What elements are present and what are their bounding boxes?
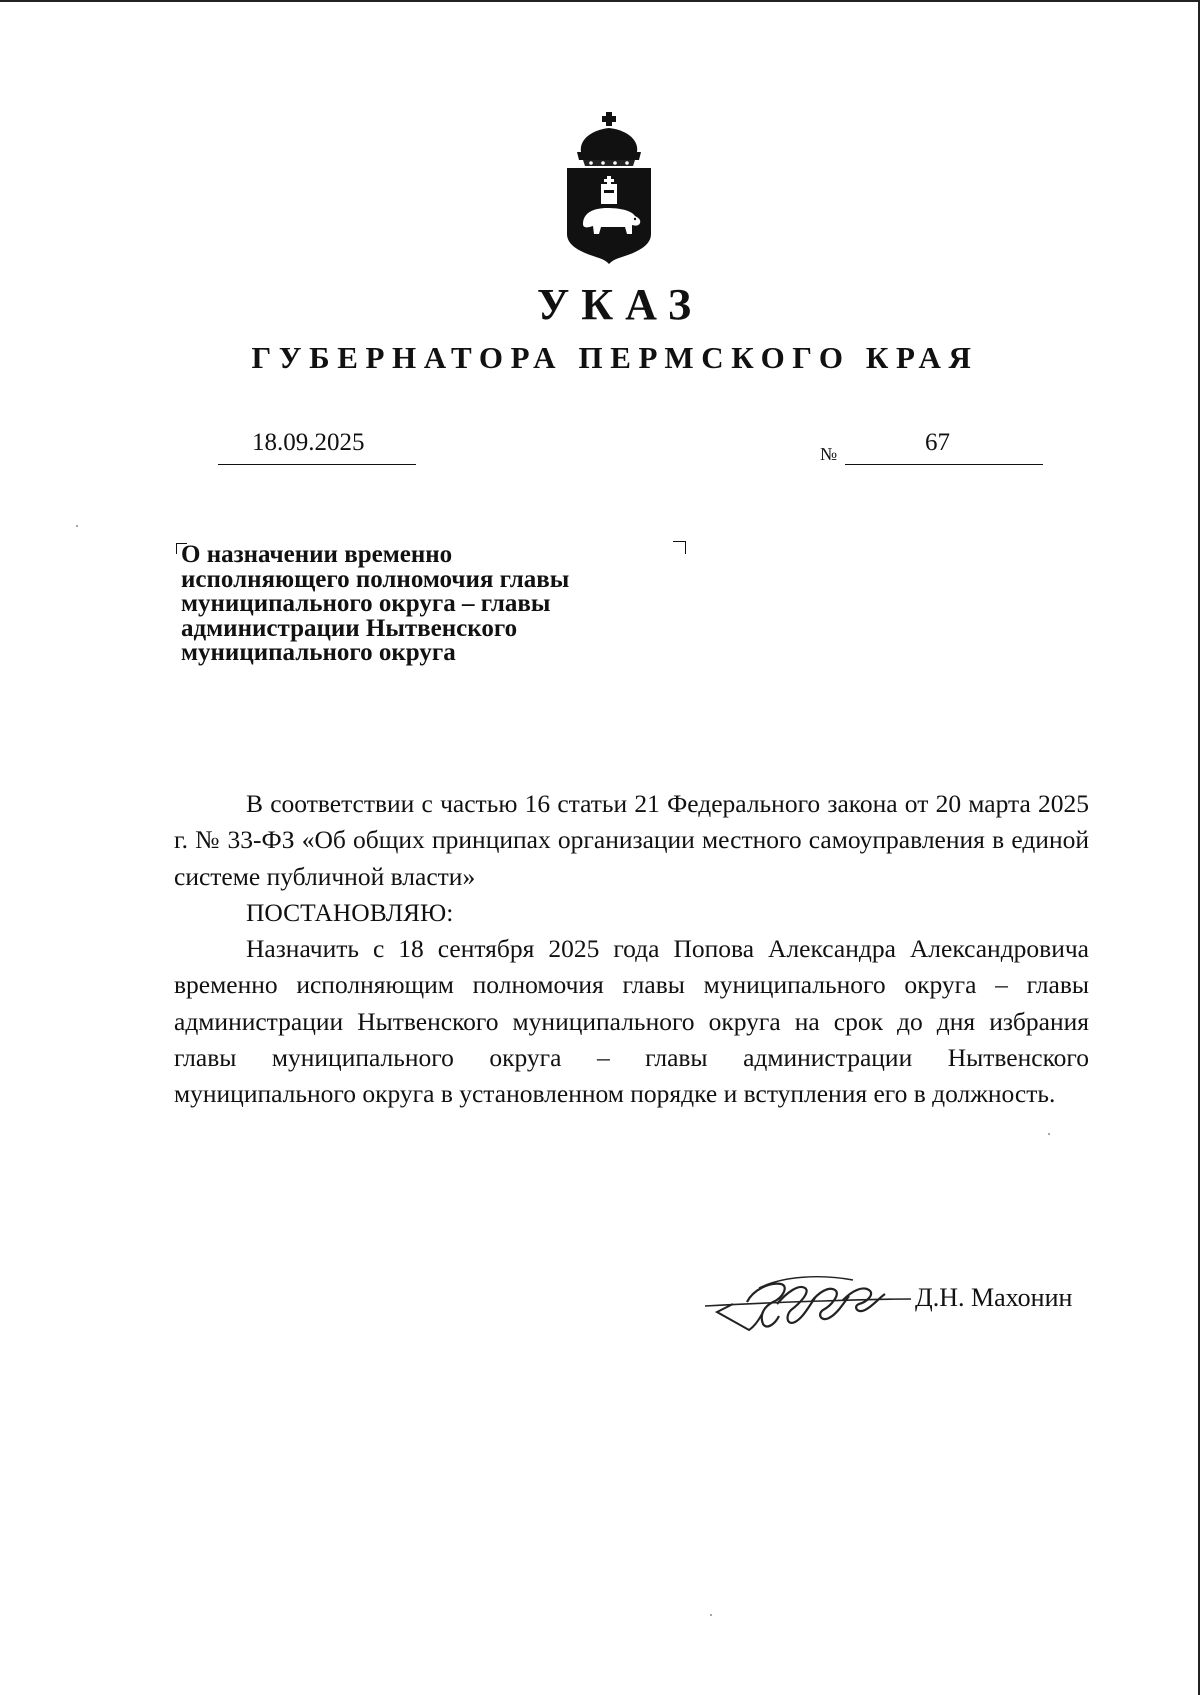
subject-line: администрации Нытвенского [181,614,518,642]
coat-of-arms-icon [561,112,657,264]
document-body [174,786,1089,1113]
decree-word: ПОСТАНОВЛЯЮ: [246,897,454,927]
scan-speck [710,1614,712,1616]
document-number: 67 [925,429,950,456]
number-field [845,424,1043,465]
document-date: 18.09.2025 [252,429,365,456]
subject-line: исполняющего полномочия главы [181,565,570,593]
subject-line: муниципального округа [181,639,456,666]
handwritten-signature-icon [703,1268,913,1334]
subject-line: О назначении временно [181,541,453,568]
scan-edge-top [0,0,1200,2]
document-subject [181,543,661,666]
preamble-paragraph: В соответствии с частью 16 статьи 21 Федерального закона от 20 марта 2025 г. № 33-ФЗ «Об общих принципах организации местного самоуправления в единой системе публичной власти» [174,789,1089,891]
subject-line: муниципального округа – главы [181,590,551,617]
subject-corner-bracket-right [673,541,686,554]
number-label: № [820,444,838,464]
scan-speck [76,525,78,527]
issuing-authority: ГУБЕРНАТОРА ПЕРМСКОГО КРАЯ [251,340,979,375]
resolution-paragraph: Назначить с 18 сентября 2025 года Попова Александра Александровича временно исполняющим полномочия главы муниципального округа – главы администрации Нытвенского муниципального округа на срок до дня избрания главы муниципального округа – главы администрации Нытвенского муниципального округа в установленном порядке и вступления его в должность. [174,934,1089,1109]
date-field [218,424,416,465]
scan-speck [1048,1133,1050,1135]
document-type-title: УКАЗ [536,280,704,329]
signer-name: Д.Н. Махонин [915,1283,1073,1312]
